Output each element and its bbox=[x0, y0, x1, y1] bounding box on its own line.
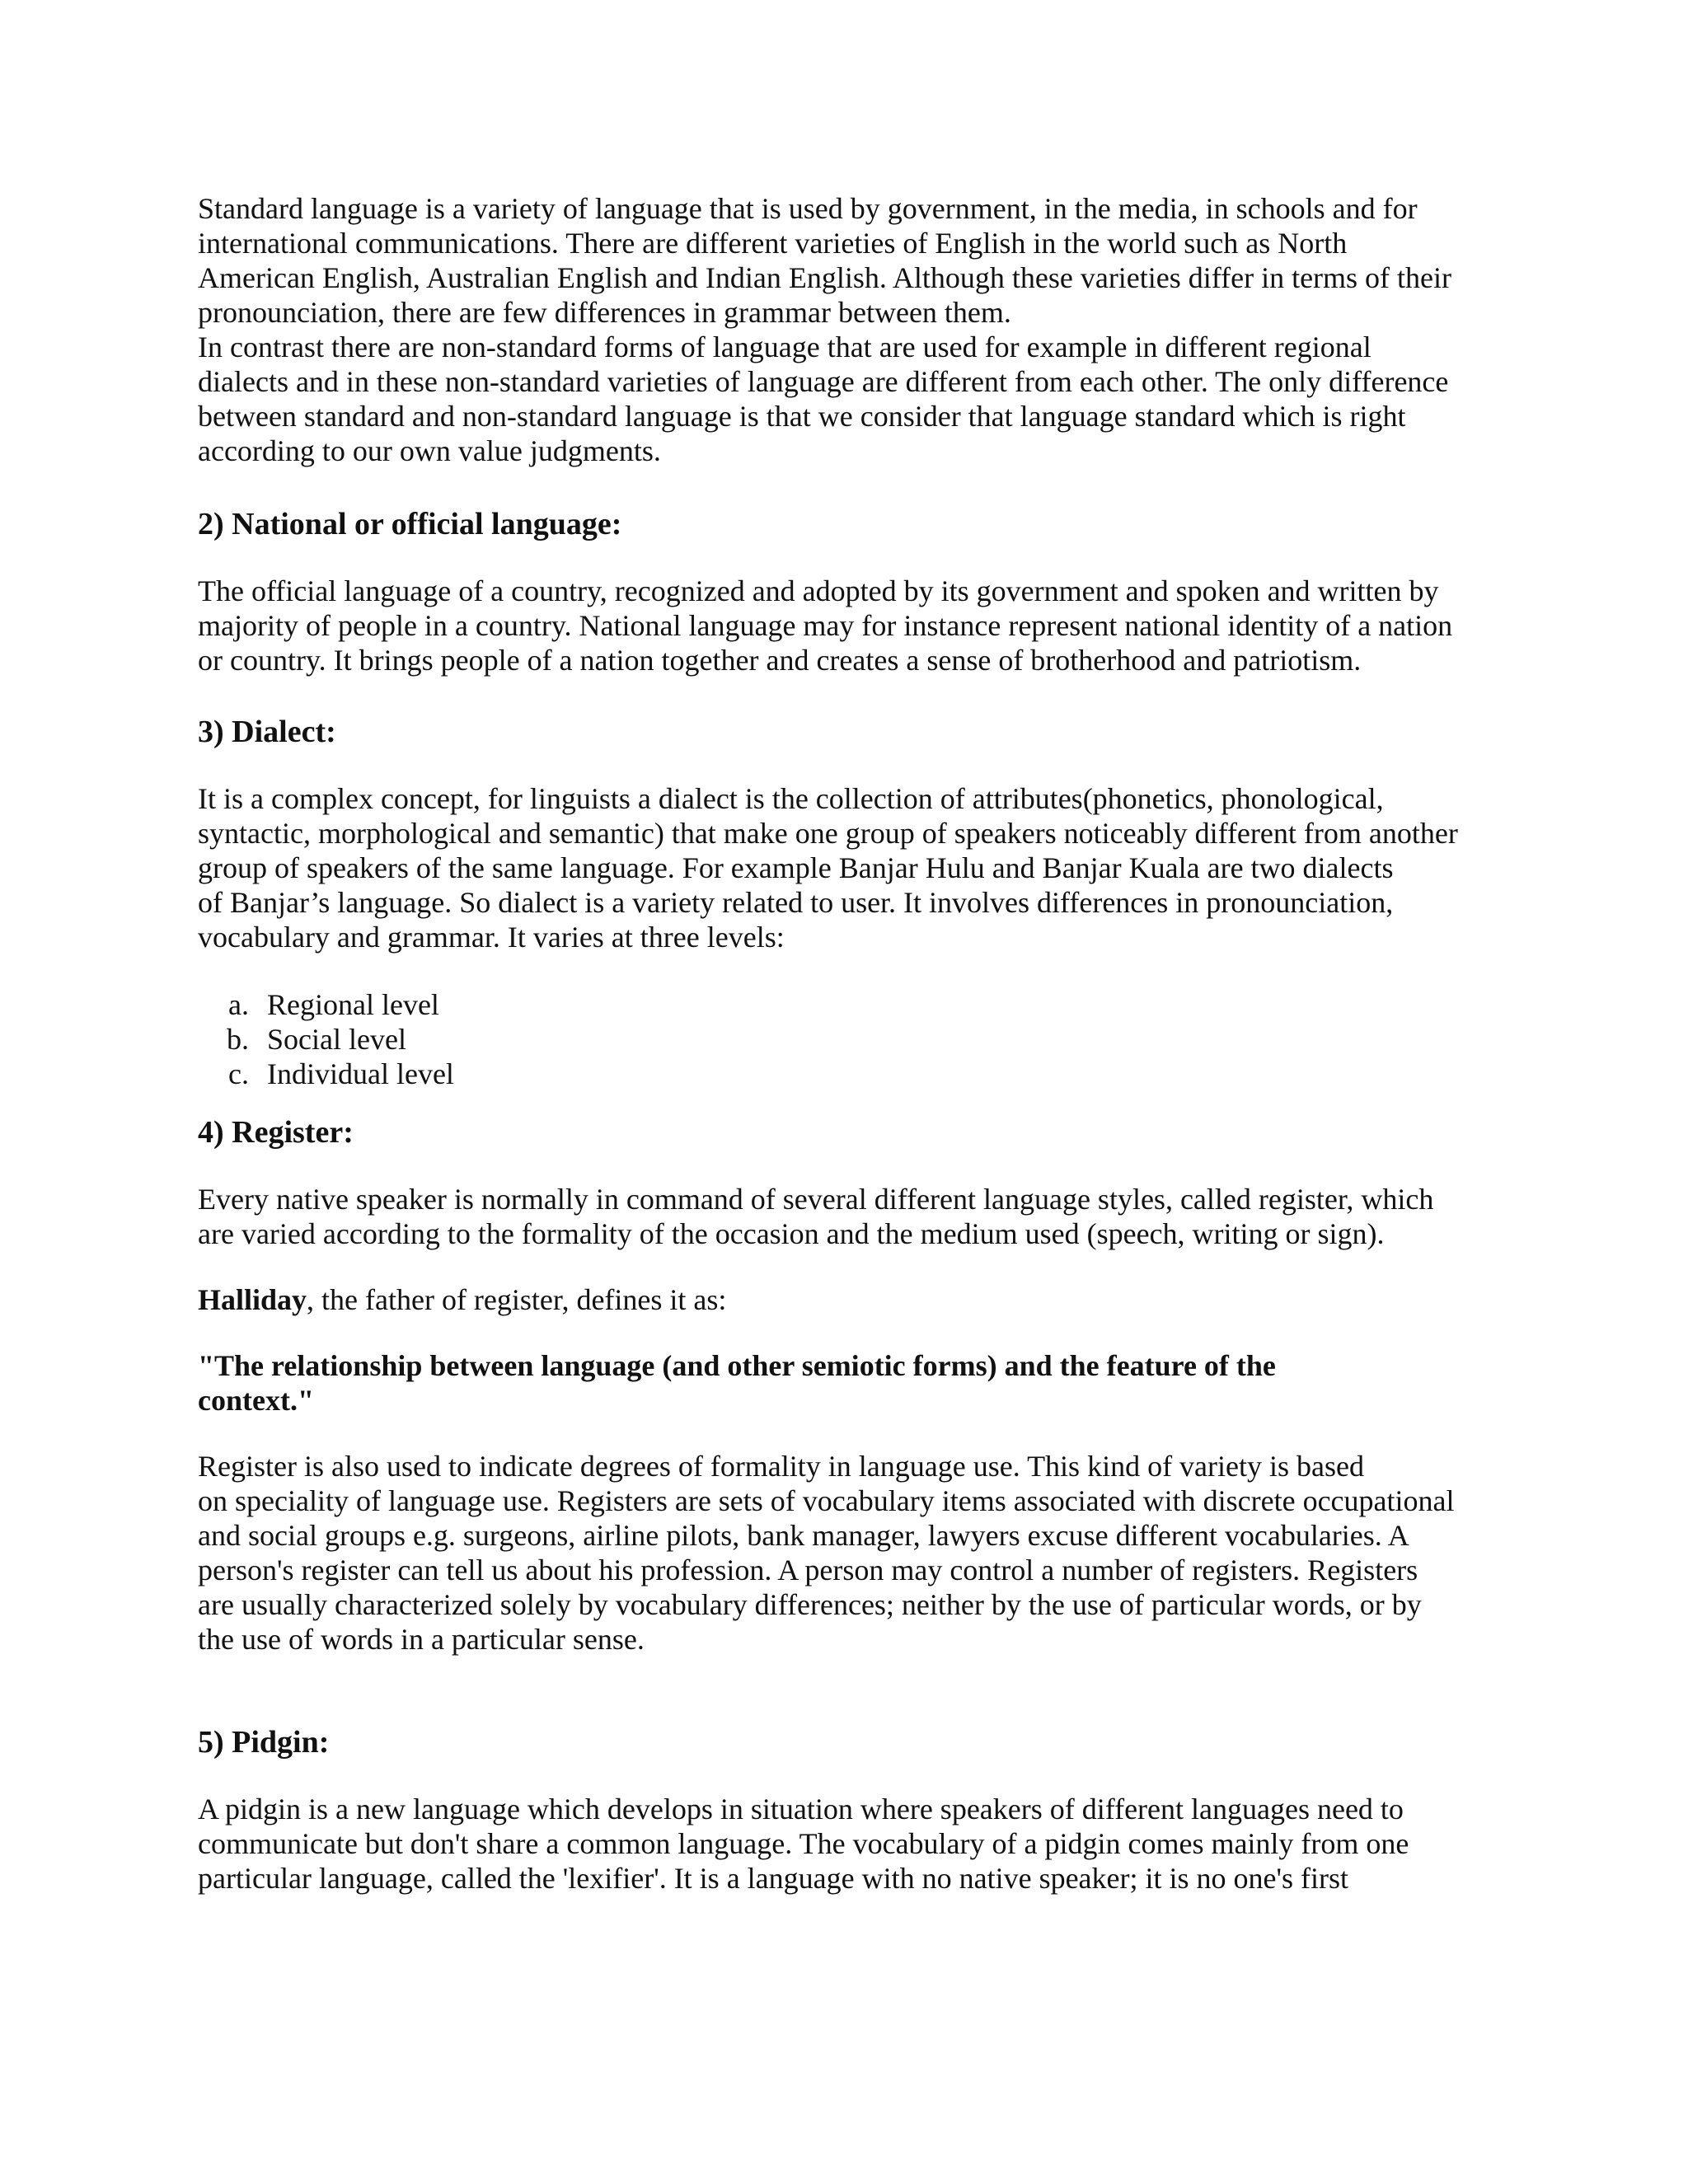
quote-line: "The relationship between language (and other semiotic forms) and the feature of the bbox=[198, 1349, 1276, 1382]
register-paragraph-1 bbox=[198, 1182, 1500, 1251]
text-line: international communications. There are different varieties of English in the world such as North bbox=[198, 227, 1348, 260]
register-paragraph-2 bbox=[198, 1449, 1500, 1657]
national-language-paragraph bbox=[198, 574, 1500, 677]
list-item-text: Individual level bbox=[267, 1057, 454, 1090]
text-line: majority of people in a country. National language may for instance represent national identity of a nation bbox=[198, 609, 1453, 642]
list-marker: a. bbox=[228, 988, 249, 1021]
text-line: are varied according to the formality of the occasion and the medium used (speech, writing or sign). bbox=[198, 1217, 1385, 1250]
text-line: communicate but don't share a common language. The vocabulary of a pidgin comes mainly from one bbox=[198, 1827, 1409, 1860]
text-line: are usually characterized solely by vocabulary differences; neither by the use of particular words, or by bbox=[198, 1588, 1422, 1621]
pidgin-paragraph bbox=[198, 1792, 1500, 1896]
list-item bbox=[198, 1057, 1500, 1091]
text-line: vocabulary and grammar. It varies at three levels: bbox=[198, 921, 785, 954]
text-line: Every native speaker is normally in command of several different language styles, called register, which bbox=[198, 1183, 1434, 1216]
dialect-levels-list bbox=[198, 987, 1500, 1091]
text-line: In contrast there are non-standard forms of language that are used for example in different regional bbox=[198, 330, 1372, 363]
list-item bbox=[198, 987, 1500, 1022]
list-item-text: Regional level bbox=[267, 988, 439, 1021]
halliday-rest: , the father of register, defines it as: bbox=[307, 1283, 727, 1316]
halliday-name: Halliday bbox=[198, 1283, 307, 1316]
text-line: Standard language is a variety of language that is used by government, in the media, in schools and for bbox=[198, 192, 1418, 225]
text-line: of Banjar’s language. So dialect is a variety related to user. It involves differences in pronounciation, bbox=[198, 886, 1394, 919]
section-heading-pidgin: 5) Pidgin: bbox=[198, 1725, 330, 1760]
text-line: and social groups e.g. surgeons, airline pilots, bank manager, lawyers excuse different vocabularies. A bbox=[198, 1519, 1409, 1552]
text-line: syntactic, morphological and semantic) that make one group of speakers noticeably different from another bbox=[198, 817, 1458, 850]
text-line: American English, Australian English and Indian English. Although these varieties differ in terms of their bbox=[198, 261, 1452, 294]
quote-line: context." bbox=[198, 1384, 314, 1417]
dialect-paragraph bbox=[198, 781, 1500, 954]
section-heading-national-language: 2) National or official language: bbox=[198, 507, 622, 541]
text-line: between standard and non-standard language is that we consider that language standard which is right bbox=[198, 400, 1406, 433]
section-heading-dialect: 3) Dialect: bbox=[198, 715, 336, 749]
section-heading-register: 4) Register: bbox=[198, 1115, 354, 1150]
text-line: group of speakers of the same language. For example Banjar Hulu and Banjar Kuala are two dialects bbox=[198, 851, 1394, 884]
text-line: or country. It brings people of a nation together and creates a sense of brotherhood and patriotism. bbox=[198, 644, 1362, 677]
intro-paragraph bbox=[198, 191, 1500, 468]
list-marker: b. bbox=[227, 1023, 249, 1056]
text-line: It is a complex concept, for linguists a dialect is the collection of attributes(phonetics, phonological, bbox=[198, 782, 1384, 815]
text-line: person's register can tell us about his profession. A person may control a number of registers. Registers bbox=[198, 1554, 1418, 1586]
list-marker: c. bbox=[228, 1057, 249, 1090]
text-line: the use of words in a particular sense. bbox=[198, 1623, 645, 1656]
text-line: dialects and in these non-standard varieties of language are different from each other. The only difference bbox=[198, 365, 1449, 398]
text-line: particular language, called the 'lexifier'. It is a language with no native speaker; it is no one's first bbox=[198, 1862, 1348, 1895]
halliday-quote bbox=[198, 1348, 1500, 1418]
text-line: Register is also used to indicate degrees of formality in language use. This kind of variety is based bbox=[198, 1450, 1364, 1483]
text-line: according to our own value judgments. bbox=[198, 434, 661, 467]
document-page bbox=[198, 191, 1500, 1896]
text-line: A pidgin is a new language which develops in situation where speakers of different languages need to bbox=[198, 1793, 1404, 1825]
halliday-line bbox=[198, 1282, 1500, 1317]
text-line: pronounciation, there are few differences in grammar between them. bbox=[198, 296, 1011, 329]
text-line: The official language of a country, recognized and adopted by its government and spoken and written by bbox=[198, 574, 1439, 607]
text-line: on speciality of language use. Registers are sets of vocabulary items associated with discrete occupational bbox=[198, 1484, 1455, 1517]
list-item bbox=[198, 1022, 1500, 1057]
list-item-text: Social level bbox=[267, 1023, 406, 1056]
